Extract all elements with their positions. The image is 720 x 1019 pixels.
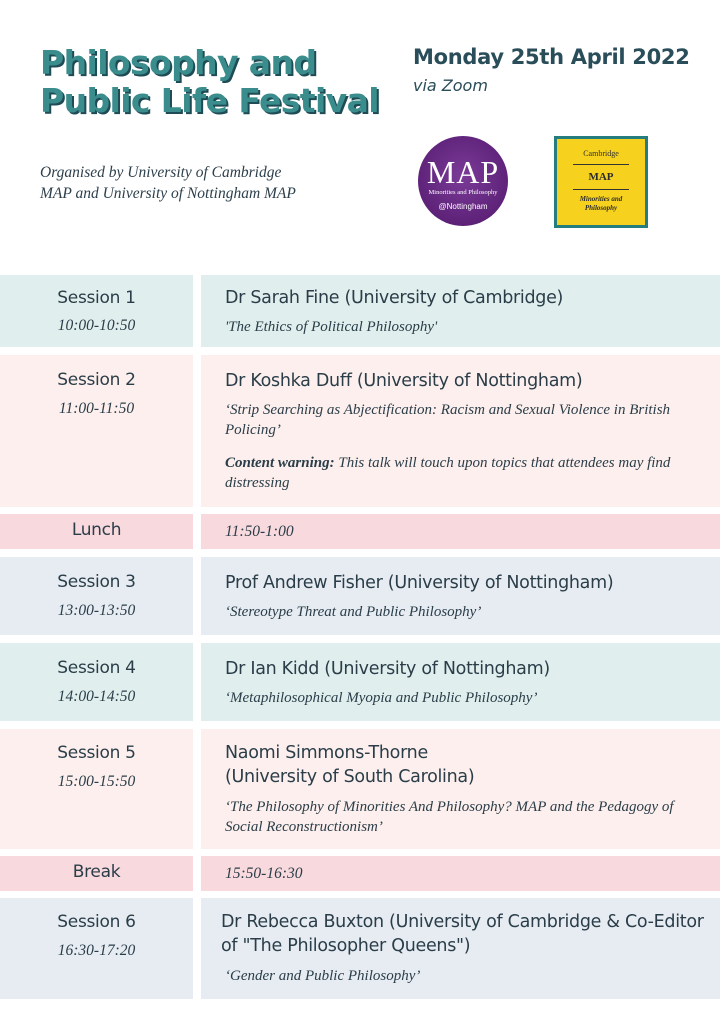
session-name: Session 1 (57, 288, 136, 308)
event-venue: via Zoom (413, 76, 488, 95)
speaker-name: Dr Koshka Duff (University of Nottingham) (225, 371, 583, 391)
content-warning (225, 453, 695, 493)
details-cell (201, 557, 720, 635)
organiser-line-2: MAP and University of Nottingham MAP (40, 185, 296, 202)
logo-cam-bottom-2: Philosophy (584, 204, 618, 212)
map-cambridge-logo (554, 136, 648, 228)
session-name: Session 2 (57, 370, 136, 390)
talk-title: ‘Gender and Public Philosophy’ (225, 968, 421, 984)
schedule-row-session-6 (0, 898, 720, 999)
session-name: Session 5 (57, 743, 136, 763)
session-cell (0, 275, 193, 347)
schedule-row-session-1 (0, 275, 720, 347)
break-time: 15:50-16:30 (225, 865, 303, 882)
talk-title: ‘The Philosophy of Minorities And Philosophy? MAP and the Pedagogy of Social Reconstructionism’ (225, 799, 674, 835)
logo-map-subtitle: Minorities and Philosophy (428, 189, 498, 196)
speaker-name-line-2: (University of South Carolina) (225, 767, 475, 787)
session-time: 14:00-14:50 (57, 688, 136, 705)
event-date: Monday 25th April 2022 (413, 45, 690, 69)
logo-cam-top: Cambridge (583, 149, 619, 158)
schedule-row-lunch (0, 514, 720, 549)
map-nottingham-logo (418, 136, 508, 226)
details-cell (201, 643, 720, 721)
organiser-text (40, 162, 296, 204)
logo-cam-divider (573, 164, 629, 165)
content-warning-label: Content warning: (225, 455, 335, 471)
logo-cam-bottom (557, 195, 645, 213)
logo-map-handle: @Nottingham (438, 202, 488, 211)
speaker-name-line-1: Naomi Simmons-Thorne (225, 743, 428, 763)
session-cell (0, 557, 193, 635)
session-time: 10:00-10:50 (57, 317, 136, 334)
title-line-1: Philosophy and (40, 43, 317, 82)
content-warning-text: This talk will touch upon topics that attendees may find distressing (225, 455, 671, 491)
schedule-row-session-2 (0, 355, 720, 507)
session-cell (0, 643, 193, 721)
logo-cam-bottom-1: Minorities and (579, 195, 623, 203)
festival-title (40, 44, 379, 120)
talk-title: ‘Strip Searching as Abjectification: Racism and Sexual Violence in British Policing’ (225, 402, 671, 438)
session-time: 16:30-17:20 (57, 942, 136, 959)
talk-title: ‘Metaphilosophical Myopia and Public Philosophy’ (225, 690, 538, 706)
session-time: 11:00-11:50 (58, 400, 135, 417)
session-time: 13:00-13:50 (57, 602, 136, 619)
organiser-line-1: Organised by University of Cambridge (40, 164, 282, 181)
session-time: 15:00-15:50 (57, 773, 136, 790)
logo-map-text: MAP (426, 154, 500, 190)
session-name: Session 6 (57, 912, 136, 932)
logo-cam-divider (573, 189, 629, 190)
speaker-name (225, 741, 705, 789)
schedule-row-break (0, 856, 720, 891)
speaker-name: Dr Sarah Fine (University of Cambridge) (225, 288, 564, 308)
schedule-row-session-5 (0, 729, 720, 849)
schedule-row-session-4 (0, 643, 720, 721)
logo-cam-middle: MAP (588, 171, 614, 183)
speaker-name: Dr Ian Kidd (University of Nottingham) (225, 659, 550, 679)
title-line-2: Public Life Festival (40, 81, 379, 120)
speaker-name: Prof Andrew Fisher (University of Nottingham) (225, 573, 614, 593)
session-name: Session 3 (57, 572, 136, 592)
schedule-row-session-3 (0, 557, 720, 635)
talk-title: 'The Ethics of Political Philosophy' (225, 319, 438, 335)
talk-title: ‘Stereotype Threat and Public Philosophy’ (225, 604, 482, 620)
break-name: Break (72, 862, 121, 882)
speaker-name: Dr Rebecca Buxton (University of Cambridge & Co-Editor of "The Philosopher Queens") (221, 912, 704, 956)
session-name: Session 4 (57, 658, 136, 678)
break-time: 11:50-1:00 (225, 523, 294, 540)
break-name: Lunch (71, 520, 122, 540)
